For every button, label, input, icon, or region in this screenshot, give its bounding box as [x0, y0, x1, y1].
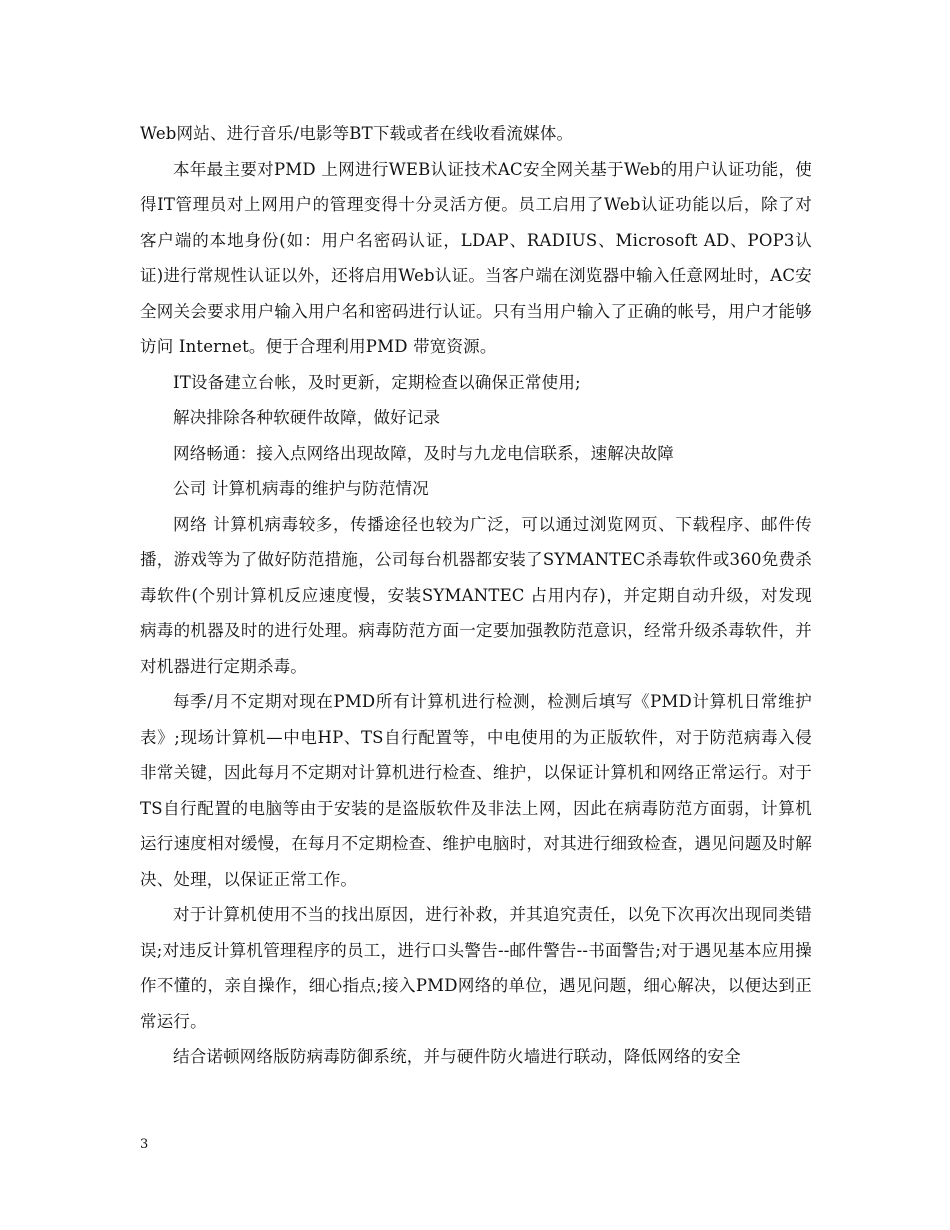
paragraph-1: Web网站、进行音乐/电影等BT下载或者在线收看流媒体。	[140, 124, 574, 143]
paragraph-5: 网络畅通：接入点网络出现故障，及时与九龙电信联系，速解决故障	[173, 443, 674, 463]
page-number: 3	[140, 1137, 149, 1152]
paragraph-4: 解决排除各种软硬件故障，做好记录	[173, 408, 441, 427]
document-body	[140, 116, 812, 1075]
paragraph-2: 本年最主要对PMD 上网进行WEB认证技术AC安全网关基于Web的用户认证功能，使得IT管理员对上网用户的管理变得十分灵活方便。员工启用了Web认证功能以后，除了对客户端的本地身份(如：用户名密码认证，LDAP、RADIUS、Microsoft AD、POP3认证)进行常规性认证以外，还将启用Web认证。当客户端在浏览器中输入任意网址时，AC安全网关会要求用户输入用户名和密码进行认证。只有当用户输入了正确的帐号，用户才能够访问 Internet。便于合理利用PMD 带宽资源。	[140, 159, 812, 356]
paragraph-10: 结合诺顿网络版防病毒防御系统，并与硬件防火墙进行联动，降低网络的安全	[173, 1047, 741, 1066]
paragraph-6: 公司 计算机病毒的维护与防范情况	[173, 479, 429, 498]
paragraph-7: 网络 计算机病毒较多，传播途径也较为广泛，可以通过浏览网页、下载程序、邮件传播，游戏等为了做好防范措施，公司每台机器都安装了SYMANTEC杀毒软件或360免费杀毒软件(个别计算机反应速度慢，安装SYMANTEC 占用内存)，并定期自动升级，对发现病毒的机器及时的进行处理。病毒防范方面一定要加强教防范意识，经常升级杀毒软件，并对机器进行定期杀毒。	[140, 514, 812, 676]
paragraph-3: IT设备建立台帐，及时更新，定期检查以确保正常使用;	[173, 372, 581, 392]
paragraph-8: 每季/月不定期对现在PMD所有计算机进行检测，检测后填写《PMD计算机日常维护表》;现场计算机—中电HP、TS自行配置等，中电使用的为正版软件，对于防范病毒入侵非常关键，因此每月不定期对计算机进行检查、维护，以保证计算机和网络正常运行。对于TS自行配置的电脑等由于安装的是盗版软件及非法上网，因此在病毒防范方面弱，计算机运行速度相对缓慢，在每月不定期检查、维护电脑时，对其进行细致检查，遇见问题及时解决、处理，以保证正常工作。	[140, 692, 812, 889]
paragraph-9: 对于计算机使用不当的找出原因，进行补救，并其追究责任，以免下次再次出现同类错误;对违反计算机管理程序的员工，进行口头警告--邮件警告--书面警告;对于遇见基本应用操作不懂的，亲自操作，细心指点;接入PMD网络的单位，遇见问题，细心解决，以便达到正常运行。	[140, 905, 812, 1031]
